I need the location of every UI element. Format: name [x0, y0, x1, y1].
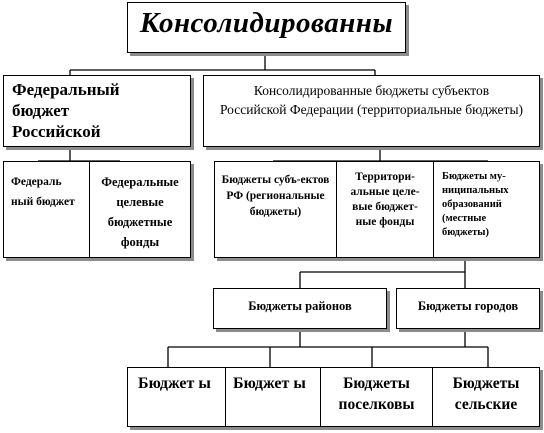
bottom-budget-cell-3	[321, 368, 433, 426]
bottom-budget-cell-1	[128, 368, 226, 426]
regional-budgets-title: Консолидированные бюджеты субъектов Российской Федерации (территориальные бюджеты)	[220, 83, 524, 117]
consolidated-budget-box	[127, 2, 406, 53]
municipal-budgets-cell	[434, 162, 539, 257]
federal-children-box	[3, 161, 191, 258]
bottom-budget-cell-2	[226, 368, 321, 426]
city-budgets-label: Бюджеты городов	[417, 299, 519, 313]
bottom-budget-label-3: Бюджеты поселковы	[338, 375, 415, 413]
consolidated-budget-title: Консолидированны	[139, 7, 394, 39]
subject-budgets-cell	[215, 162, 337, 257]
federal-sub-budget-cell	[4, 162, 90, 257]
territorial-funds-cell	[337, 162, 434, 257]
regional-children-box	[214, 161, 540, 258]
subject-budgets-label: Бюджеты субъ-ектов РФ (региональные бюджеты)	[221, 174, 330, 218]
city-budgets-box	[396, 288, 540, 329]
territorial-funds-label: Территори-альные целе-вые бюджет-ные фонды	[350, 171, 420, 228]
federal-target-funds-cell	[90, 162, 190, 257]
bottom-budgets-box	[127, 367, 540, 427]
bottom-budget-label-4: Бюджеты сельские	[452, 375, 520, 413]
federal-sub-budget-label: Федераль ный бюджет	[11, 176, 75, 208]
municipal-budgets-label: Бюджеты му-ниципальных образований (местные бюджеты)	[442, 171, 509, 238]
regional-budgets-box	[203, 75, 540, 147]
bottom-budget-cell-4	[433, 368, 539, 426]
federal-budget-box	[3, 75, 191, 147]
bottom-budget-label-2: Бюджет ы	[233, 375, 306, 392]
bottom-budget-label-1: Бюджет ы	[138, 375, 211, 392]
federal-target-funds-label: Федеральные целевые бюджетные фонды	[101, 175, 179, 249]
federal-budget-title: Федеральный бюджет Российской	[12, 80, 120, 141]
district-budgets-box	[213, 288, 387, 329]
district-budgets-label: Бюджеты районов	[248, 299, 352, 313]
